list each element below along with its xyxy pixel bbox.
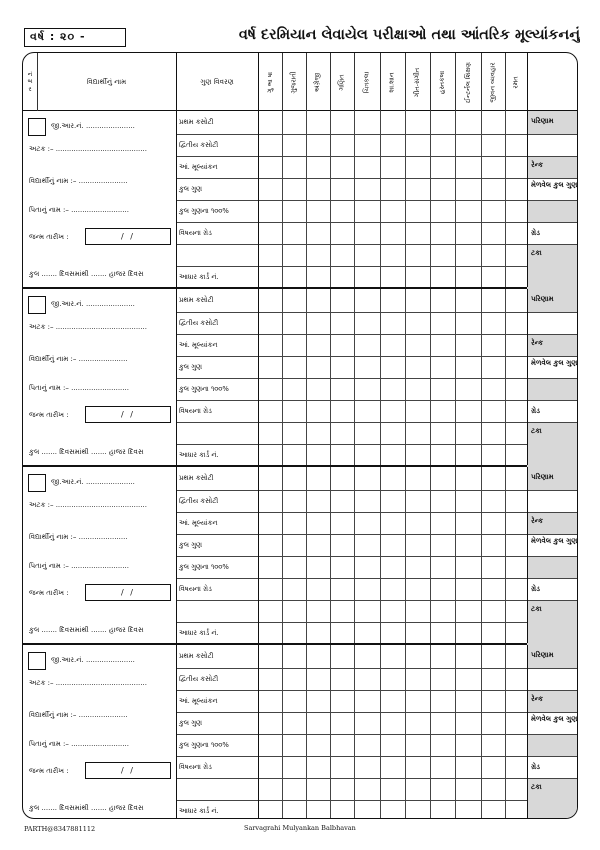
column-header-subject: શા.શાન	[388, 71, 396, 93]
obtained-marks-label: મેળવેલ કુલ ગુણ	[531, 359, 578, 367]
column-header-subject: અંગ્રેજી	[313, 72, 322, 92]
percent-label: ટકા	[531, 783, 542, 791]
row-label: કુલ ગુણના ૧૦૦%	[179, 207, 229, 215]
column-header-subject: ગણિત	[337, 73, 346, 91]
gr-number-field[interactable]: જી.આર.નં. ......................	[51, 478, 135, 486]
dob-input-box[interactable]: / /	[85, 762, 171, 779]
father-name-field[interactable]: પિતાનું નામ :– ..........................	[29, 384, 129, 392]
row-label: કુલ ગુણ	[179, 185, 202, 193]
student-info-panel	[23, 289, 176, 467]
row-label: કુલ ગુણના ૧૦૦%	[179, 563, 229, 571]
page-title: વર્ષ દરમિયાન લેવાયેલ પરીક્ષાઓ તથા આંતરિક મૂલ્યાંકનનું	[238, 27, 580, 43]
column-header-subject: જીવન વ્યવહાર	[488, 61, 497, 103]
surname-field[interactable]: અટક :– .........................................	[29, 501, 147, 509]
row-label	[176, 778, 258, 800]
student-info-panel	[23, 111, 176, 289]
rank-label: રેન્ક	[531, 161, 544, 169]
column-header-subject: ગીત-સંગીત	[413, 67, 422, 97]
row-label: દ્વિતીય કસોટી	[179, 319, 219, 327]
father-name-field[interactable]: પિતાનું નામ :– ..........................	[29, 206, 129, 214]
column-header-subject: ગુજરાતી	[289, 70, 298, 94]
student-name-field[interactable]: વિદ્યાર્થીનું નામ :– ......................	[29, 711, 128, 719]
column-header-subject: ગુ ભા ષા	[265, 71, 274, 93]
row-label: કુલ ગુણના ૧૦૦%	[179, 385, 229, 393]
student-record-block	[23, 645, 578, 819]
column-header-subject: ઈન્ટર્નલ શિક્ષણ	[463, 61, 472, 103]
row-label	[176, 422, 258, 444]
student-record-block	[23, 289, 578, 467]
student-record-block	[23, 467, 578, 645]
attendance-field[interactable]: કુલ ....... દિવસમાંથી ....... હાજર દિવસ	[29, 626, 144, 634]
result-label: પરિણામ	[531, 473, 554, 481]
row-label: કુલ ગુણ	[179, 363, 202, 371]
row-label: કુલ ગુણના ૧૦૦%	[179, 741, 229, 749]
table-header	[23, 53, 578, 111]
attendance-field[interactable]: કુલ ....... દિવસમાંથી ....... હાજર દિવસ	[29, 804, 144, 812]
row-label: આધાર કાર્ડ નં.	[179, 807, 219, 815]
evaluation-form	[22, 52, 578, 819]
surname-field[interactable]: અટક :– .........................................	[29, 323, 147, 331]
row-label: પ્રથમ કસોટી	[179, 118, 214, 126]
student-name-field[interactable]: વિદ્યાર્થીનું નામ :– ......................	[29, 533, 128, 541]
grade-label: ગ્રેડ	[531, 229, 540, 237]
gr-number-field[interactable]: જી.આર.નં. ......................	[51, 656, 135, 664]
dob-label[interactable]: જન્મ તારીખ :	[29, 767, 69, 775]
row-label	[176, 600, 258, 622]
photo-box[interactable]	[28, 296, 46, 314]
row-label: વિષયના ગ્રેડ	[179, 407, 212, 415]
row-label: આં. મૂલ્યાંકન	[179, 519, 218, 527]
column-header-subject: હસ્તકલા	[438, 70, 446, 94]
dob-input-box[interactable]: / /	[85, 406, 171, 423]
attendance-field[interactable]: કુલ ....... દિવસમાંથી ....... હાજર દિવસ	[29, 448, 144, 456]
column-header-subject: રમત	[511, 75, 520, 89]
student-info-panel	[23, 467, 176, 645]
student-info-panel	[23, 645, 176, 819]
result-label: પરિણામ	[531, 651, 554, 659]
grade-label: ગ્રેડ	[531, 585, 540, 593]
row-label: આં. મૂલ્યાંકન	[179, 163, 218, 171]
row-label: આં. મૂલ્યાંકન	[179, 697, 218, 705]
row-label: પ્રથમ કસોટી	[179, 296, 214, 304]
rank-label: રેન્ક	[531, 695, 544, 703]
column-header-sr: નં બ ર	[27, 70, 33, 93]
photo-box[interactable]	[28, 652, 46, 670]
father-name-field[interactable]: પિતાનું નામ :– ..........................	[29, 740, 129, 748]
result-label: પરિણામ	[531, 117, 554, 125]
row-label: આં. મૂલ્યાંકન	[179, 341, 218, 349]
dob-input-box[interactable]: / /	[85, 584, 171, 601]
row-label: આધાર કાર્ડ નં.	[179, 273, 219, 281]
row-label	[176, 244, 258, 266]
student-record-block	[23, 111, 578, 289]
percent-label: ટકા	[531, 249, 542, 257]
obtained-marks-label: મેળવેલ કુલ ગુણ	[531, 181, 578, 189]
rank-label: રેન્ક	[531, 339, 544, 347]
row-label: આધાર કાર્ડ નં.	[179, 451, 219, 459]
footer-left: PARTH@8347881112	[24, 825, 96, 833]
percent-label: ટકા	[531, 427, 542, 435]
gr-number-field[interactable]: જી.આર.નં. ......................	[51, 122, 135, 130]
father-name-field[interactable]: પિતાનું નામ :– ..........................	[29, 562, 129, 570]
obtained-marks-label: મેળવેલ કુલ ગુણ	[531, 537, 578, 545]
row-label: પ્રથમ કસોટી	[179, 652, 214, 660]
row-label: દ્વિતીય કસોટી	[179, 675, 219, 683]
row-label: કુલ ગુણ	[179, 541, 202, 549]
dob-label[interactable]: જન્મ તારીખ :	[29, 589, 69, 597]
row-label: દ્વિતીય કસોટી	[179, 497, 219, 505]
attendance-field[interactable]: કુલ ....... દિવસમાંથી ....... હાજર દિવસ	[29, 270, 144, 278]
row-label: વિષયના ગ્રેડ	[179, 763, 212, 771]
obtained-marks-label: મેળવેલ કુલ ગુણ	[531, 715, 578, 723]
row-label: દ્વિતીય કસોટી	[179, 141, 219, 149]
row-label: આધાર કાર્ડ નં.	[179, 629, 219, 637]
footer-center: Sarvagrahi Mulyankan Balbhavan	[244, 824, 356, 832]
dob-label[interactable]: જન્મ તારીખ :	[29, 233, 69, 241]
grade-label: ગ્રેડ	[531, 407, 540, 415]
column-header-marks-detail: ગુણ વિવરણ	[200, 77, 234, 86]
surname-field[interactable]: અટક :– .........................................	[29, 679, 147, 687]
grade-label: ગ્રેડ	[531, 763, 540, 771]
student-name-field[interactable]: વિદ્યાર્થીનું નામ :– ......................	[29, 355, 128, 363]
surname-field[interactable]: અટક :– .........................................	[29, 145, 147, 153]
column-header-student-name: વિદ્યાર્થીનું નામ	[86, 77, 127, 86]
row-label: વિષયના ગ્રેડ	[179, 585, 212, 593]
photo-box[interactable]	[28, 118, 46, 136]
dob-label[interactable]: જન્મ તારીખ :	[29, 411, 69, 419]
result-label: પરિણામ	[531, 295, 554, 303]
rank-label: રેન્ક	[531, 517, 544, 525]
row-label: વિષયના ગ્રેડ	[179, 229, 212, 237]
percent-label: ટકા	[531, 605, 542, 613]
row-label: પ્રથમ કસોટી	[179, 474, 214, 482]
row-label: કુલ ગુણ	[179, 719, 202, 727]
year-box: વર્ષ : ૨૦ -	[24, 28, 126, 47]
dob-input-box[interactable]: / /	[85, 228, 171, 245]
column-header-subject: ચિત્રકલા	[362, 71, 371, 93]
photo-box[interactable]	[28, 474, 46, 492]
gr-number-field[interactable]: જી.આર.નં. ......................	[51, 300, 135, 308]
student-name-field[interactable]: વિદ્યાર્થીનું નામ :– ......................	[29, 177, 128, 185]
